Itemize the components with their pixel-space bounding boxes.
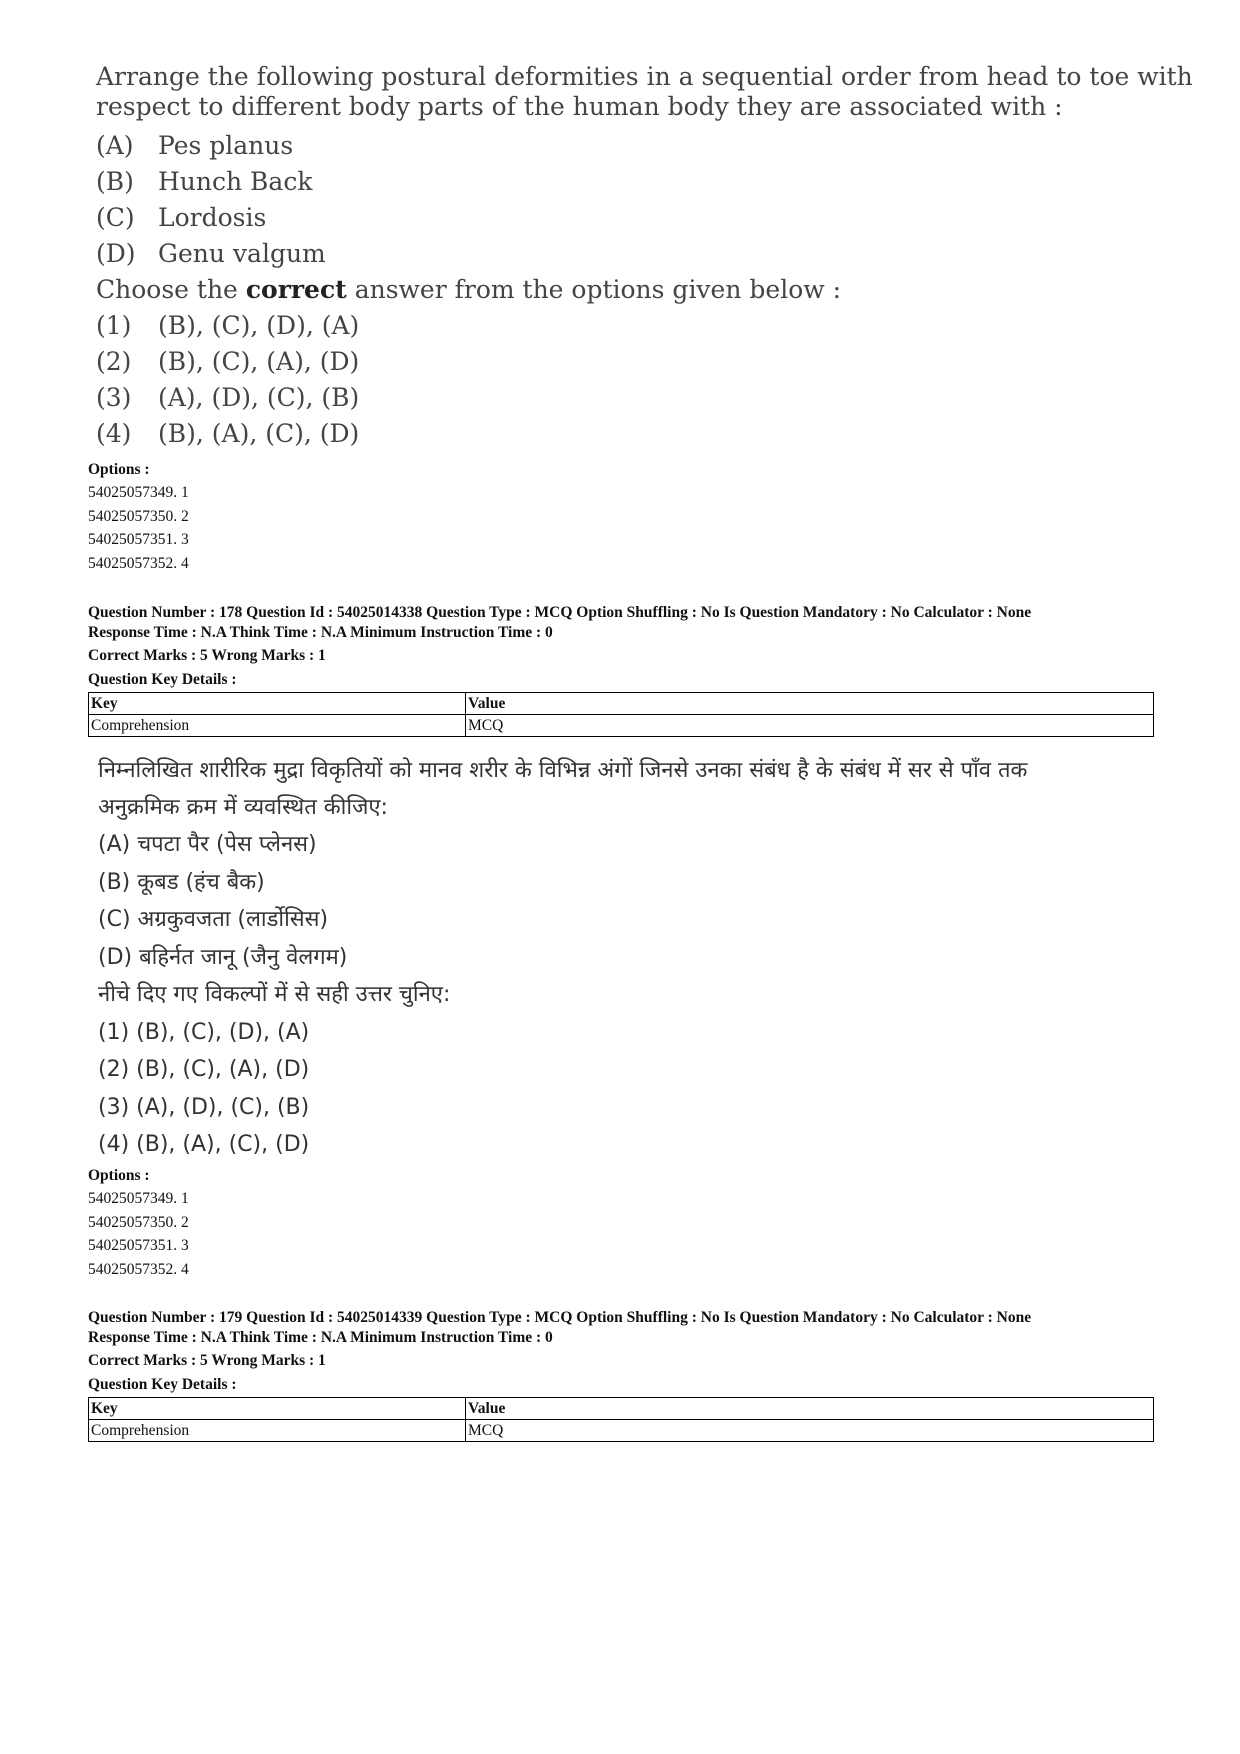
option-line: 54025057349. 1 <box>88 1190 189 1207</box>
hindi-stem-line-2: अनुक्रमिक क्रम में व्यवस्थित कीजिए: <box>98 795 388 820</box>
question-178-meta <box>88 603 1168 689</box>
item-c: (C) Lordosis <box>96 203 267 232</box>
option-line: 54025057350. 2 <box>88 507 189 525</box>
question-info-line: Question Number : 179 Question Id : 54025014339 Question Type : MCQ Option Shuffling : No Is Question Mandatory : No Calculator : None <box>88 1309 1032 1326</box>
time-info-line: Response Time : N.A Think Time : N.A Minimum Instruction Time : 0 <box>88 1328 553 1346</box>
option-line: 54025057352. 4 <box>88 1260 189 1278</box>
option-line: 54025057352. 4 <box>88 554 189 572</box>
table-cell-value: MCQ <box>466 1420 1154 1442</box>
hindi-choose-instruction: नीचे दिए गए विकल्पों में से सही उत्तर चुनिए: <box>98 982 451 1007</box>
item-a: (A) Pes planus <box>96 131 294 160</box>
option-line: 54025057349. 1 <box>88 484 189 501</box>
table-header-value: Value <box>466 693 1154 715</box>
hindi-answer-3: (3) (A), (D), (C), (B) <box>98 1094 310 1120</box>
table-cell-key: Comprehension <box>89 1420 466 1442</box>
answer-2: (2) (B), (C), (A), (D) <box>96 347 360 376</box>
marks-line: Correct Marks : 5 Wrong Marks : 1 <box>88 647 326 664</box>
hindi-answer-2: (2) (B), (C), (A), (D) <box>98 1057 310 1082</box>
key-details-table-178 <box>88 692 1154 737</box>
key-details-label: Question Key Details : <box>88 1375 237 1393</box>
options-list-178 <box>88 1164 189 1281</box>
marks-line: Correct Marks : 5 Wrong Marks : 1 <box>88 1352 326 1369</box>
hindi-answer-1: (1) (B), (C), (D), (A) <box>98 1019 310 1045</box>
answer-4: (4) (B), (A), (C), (D) <box>96 419 360 448</box>
option-line: 54025057351. 3 <box>88 531 189 548</box>
hindi-item-c: (C) अग्रकुवजता (लार्डोसिस) <box>98 907 329 932</box>
options-list-177 <box>88 458 189 575</box>
question-179-meta <box>88 1308 1168 1394</box>
options-title: Options : <box>88 1167 150 1184</box>
question-info-line: Question Number : 178 Question Id : 54025014338 Question Type : MCQ Option Shuffling : No Is Question Mandatory : No Calculator : None <box>88 604 1032 621</box>
hindi-item-a: (A) चपटा पैर (पेस प्लेनस) <box>98 832 317 857</box>
table-cell-value: MCQ <box>466 715 1154 737</box>
table-header-key: Key <box>89 693 466 715</box>
table-header-value: Value <box>466 1398 1154 1420</box>
answer-1: (1) (B), (C), (D), (A) <box>96 311 360 340</box>
item-d: (D) Genu valgum <box>96 239 326 268</box>
option-line: 54025057350. 2 <box>88 1213 189 1231</box>
answer-3: (3) (A), (D), (C), (B) <box>96 383 360 412</box>
hindi-answer-4: (4) (B), (A), (C), (D) <box>98 1132 310 1157</box>
hindi-stem-line-1: निम्नलिखित शारीरिक मुद्रा विकृतियों को मानव शरीर के विभिन्न अंगों जिनसे उनका संबंध है के संबंध में सर से पाँव तक <box>98 758 1028 783</box>
question-177-image <box>96 62 1196 452</box>
key-details-table-179 <box>88 1397 1154 1442</box>
hindi-item-b: (B) कूबड (हंच बैक) <box>98 869 265 895</box>
key-details-label: Question Key Details : <box>88 670 237 688</box>
option-line: 54025057351. 3 <box>88 1237 189 1254</box>
question-stem: Arrange the following postural deformities in a sequential order from head to toe with respect to different body parts of the human body they are associated with : <box>96 62 1193 121</box>
table-header-key: Key <box>89 1398 466 1420</box>
item-b: (B) Hunch Back <box>96 167 313 196</box>
table-cell-key: Comprehension <box>89 715 466 737</box>
time-info-line: Response Time : N.A Think Time : N.A Minimum Instruction Time : 0 <box>88 623 553 641</box>
question-178-image <box>98 752 1198 1164</box>
choose-instruction: Choose the correct answer from the options given below : <box>96 275 842 304</box>
hindi-item-d: (D) बहिर्नत जानू (जैनु वेलगम) <box>98 944 348 970</box>
options-title: Options : <box>88 461 150 478</box>
